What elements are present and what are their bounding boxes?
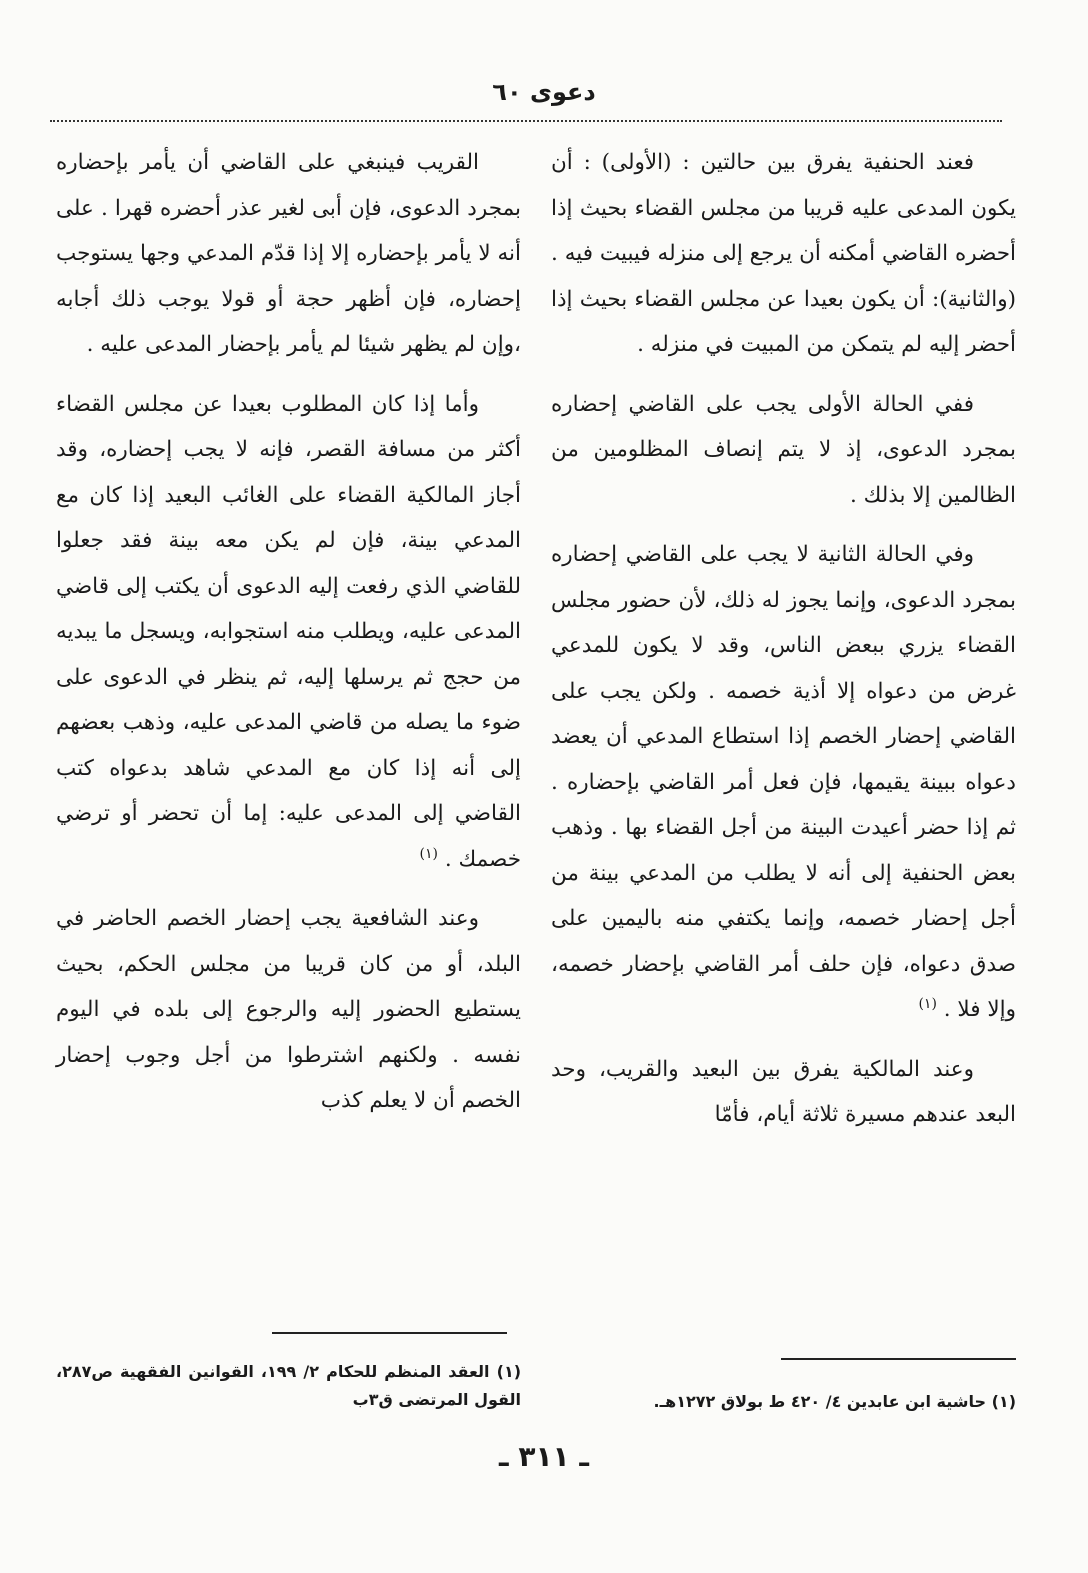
left-paragraph-2 [56,382,521,883]
footnote-right: (١) حاشية ابن عابدين ٤/ ٤٢٠ ط بولاق ١٢٧٢هـ. [653,1392,1016,1411]
right-paragraph-3 [551,532,1016,1033]
right-paragraph-1: فعند الحنفية يفرق بين حالتين : (الأولى) : أن يكون المدعى عليه قريبا من مجلس القضاء بحيث إذا أحضره القاضي أمكنه أن يرجع إلى منزله فيبيت فيه .(والثانية): أن يكون بعيدا عن مجلس القضاء بحيث إذا أحضر إليه لم يتمكن من المبيت في منزله . [551,150,1016,357]
footnote-ref-right: (١) [918,995,937,1012]
right-column [551,140,1016,1152]
right-paragraph-4: وعند المالكية يفرق بين البعيد والقريب، وحد البعد عندهم مسيرة ثلاثة أيام، فأمّا [551,1056,1016,1127]
footnote-left: (١) العقد المنظم للحكام ٢/ ١٩٩، القوانين الفقهية ص٢٨٧، القول المرتضى ق٣ب [56,1362,522,1409]
footnote-rule-right [781,1358,1016,1360]
footnote-ref-left: (١) [419,845,438,862]
page-header-title: دعوى ٦٠ [492,78,596,106]
footnote-rule-left [272,1332,507,1334]
left-paragraph-1: القريب فينبغي على القاضي أن يأمر بإحضاره بمجرد الدعوى، فإن أبى لغير عذر أحضره قهرا . على أنه لا يأمر بإحضاره إلا إذا قدّم المدعي وجها يستوجب إحضاره، فإن أظهر حجة أو قولا يوجب ذلك أجابه ،وإن لم يظهر شيئا لم يأمر بإحضار المدعى عليه . [56,150,521,357]
left-column [56,140,521,1138]
page-number: ـ ٣١١ ـ [499,1440,589,1473]
right-paragraph-3-text: وفي الحالة الثانية لا يجب على القاضي إحضاره بمجرد الدعوى، وإنما يجوز له ذلك، لأن حضور مجلس القضاء يزري ببعض الناس، وقد لا يكون للمدعي غرض من دعواه إلا أذية خصمه . ولكن يجب على القاضي إحضار الخصم إذا استطاع المدعي أن يعضد دعواه ببينة يقيمها، فإن فعل أمر القاضي بإحضاره . ثم إذا حضر أعيدت البينة من أجل القضاء بها . وذهب بعض الحنفية إلى أنه لا يطلب من المدعي بينة من أجل إحضار خصمه، وإنما يكتفي منه باليمين على صدق دعواه، فإن حلف أمر القاضي بإحضار خصمه، وإلا فلا . [551,542,1016,1022]
header-dotted-divider [50,120,1002,122]
left-paragraph-2-text: وأما إذا كان المطلوب بعيدا عن مجلس القضاء أكثر من مسافة القصر، فإنه لا يجب إحضاره، وقد أجاز المالكية القضاء على الغائب البعيد إذا كان مع المدعي بينة، فإن لم يكن معه بينة فقد جعلوا للقاضي الذي رفعت إليه الدعوى أن يكتب إلى قاضي المدعى عليه، ويطلب منه استجوابه، ويسجل ما يبديه من حجج ثم يرسلها إليه، ثم ينظر في الدعوى على ضوء ما يصله من قاضي المدعى عليه، وذهب بعضهم إلى أنه إذا كان مع المدعي شاهد بدعواه كتب القاضي إلى المدعى عليه: إما أن تحضر أو ترضي خصمك . [56,391,521,872]
right-paragraph-2: ففي الحالة الأولى يجب على القاضي إحضاره بمجرد الدعوى، إذ لا يتم إنصاف المظلومين من الظالمين إلا بذلك . [551,391,1016,508]
left-paragraph-3: وعند الشافعية يجب إحضار الخصم الحاضر في البلد، أو من كان قريبا من مجلس الحكم، بحيث يستطيع الحضور إليه والرجوع إلى بلده في اليوم نفسه . ولكنهم اشترطوا من أجل وجوب إحضار الخصم أن لا يعلم كذب [56,906,521,1113]
